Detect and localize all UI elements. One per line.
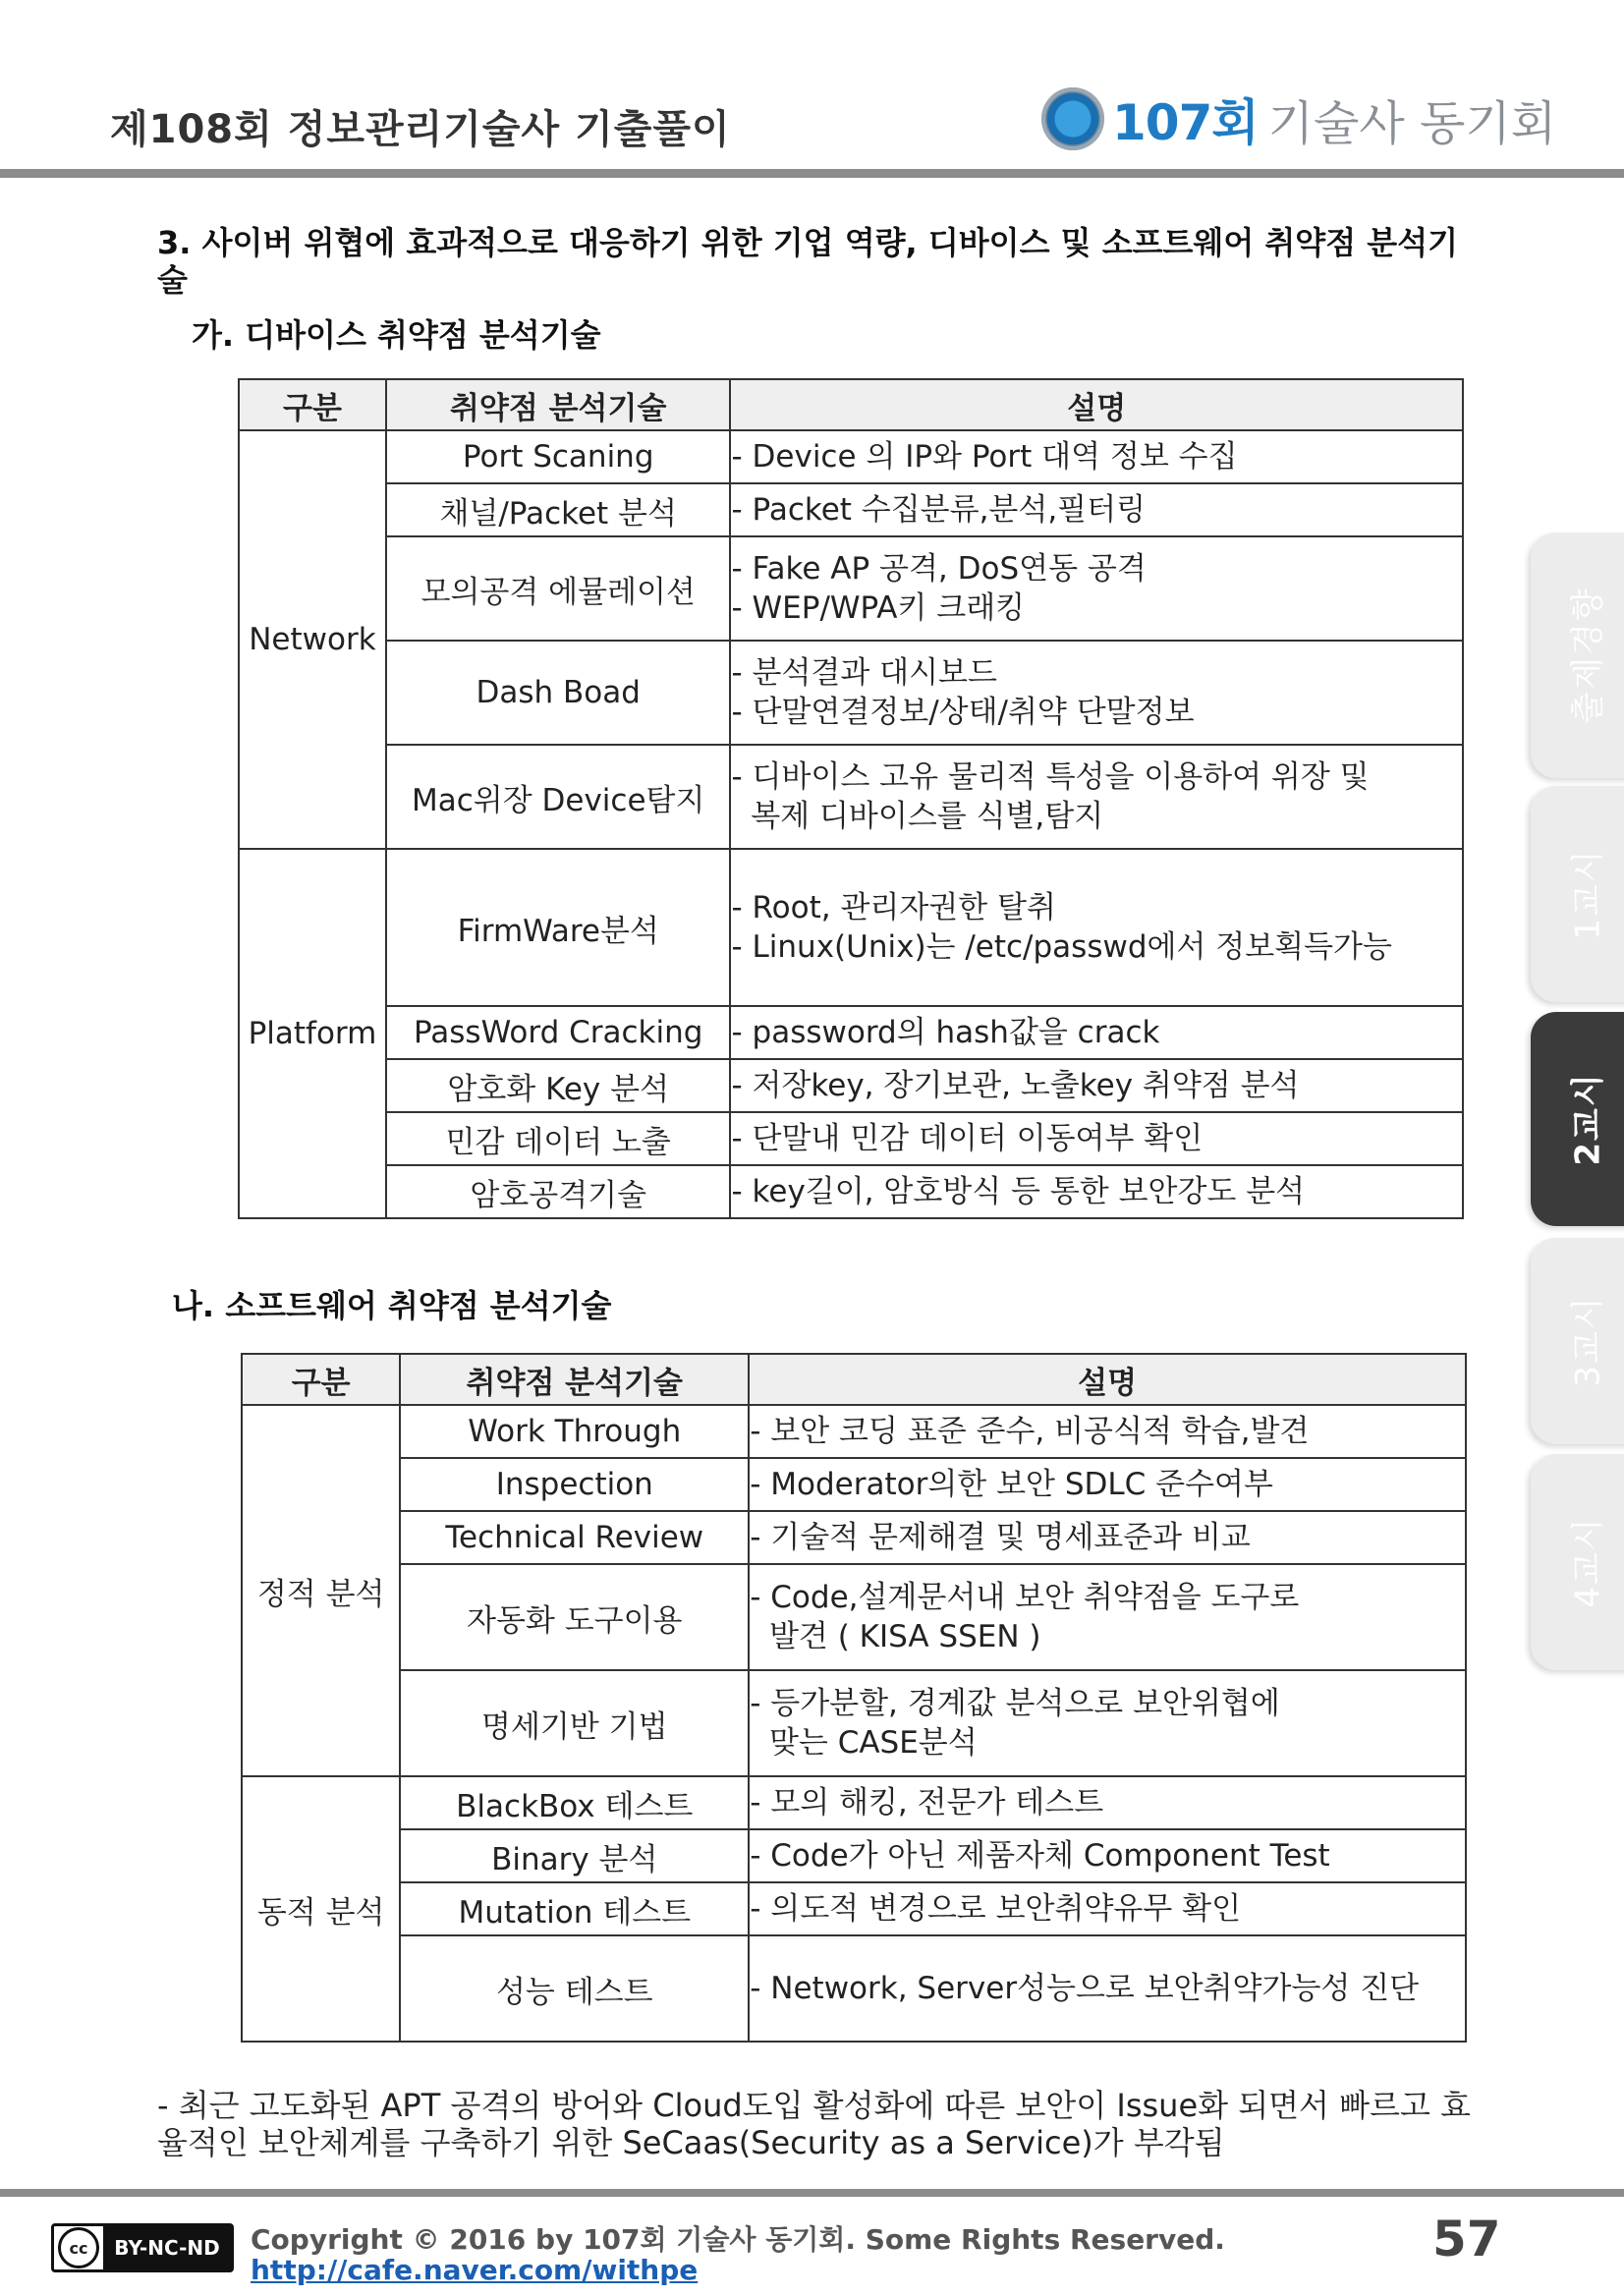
- column-header: 취약점 분석기술: [400, 1354, 749, 1405]
- description-cell: [730, 483, 1463, 536]
- description-cell: [730, 1165, 1463, 1218]
- technique-cell: Port Scaning: [386, 430, 731, 483]
- table-row: [239, 536, 1463, 641]
- description-line: 맞는 CASE분석: [750, 1725, 978, 1761]
- description-line: - 저장key, 장기보관, 노출key 취약점 분석: [731, 1068, 1300, 1103]
- section-a-heading: 가. 디바이스 취약점 분석기술: [192, 316, 601, 354]
- section-b-heading: 나. 소프트웨어 취약점 분석기술: [172, 1287, 612, 1324]
- description-cell: [730, 745, 1463, 849]
- technique-cell: 암호공격기술: [386, 1165, 731, 1218]
- description-cell: [730, 1112, 1463, 1165]
- description-cell: [730, 849, 1463, 1006]
- description-cell: [730, 1059, 1463, 1112]
- table-row: [242, 1405, 1466, 1458]
- table-row: [242, 1564, 1466, 1670]
- description-line: - 단말내 민감 데이터 이동여부 확인: [731, 1121, 1204, 1156]
- description-cell: [749, 1829, 1466, 1882]
- side-tab-label: 4교시: [1568, 1516, 1608, 1608]
- table-row: [242, 1511, 1466, 1564]
- side-tab-label: 2교시: [1568, 1072, 1608, 1166]
- description-cell: [749, 1458, 1466, 1511]
- summary-text: - 최근 고도화된 APT 공격의 방어와 Cloud도입 활성화에 따른 보안이 Issue화 되면서 빠르고 효율적인 보안체계를 구축하기 위한 SeCaas(Security as a Service)가 부각됨: [157, 2087, 1471, 2161]
- table-row: [242, 1776, 1466, 1829]
- technique-cell: 성능 테스트: [400, 1935, 749, 2042]
- description-cell: [749, 1405, 1466, 1458]
- technique-cell: Mutation 테스트: [400, 1882, 749, 1935]
- description-line: 복제 디바이스를 식별,탐지: [731, 799, 1104, 834]
- table-row: [242, 1670, 1466, 1776]
- technique-cell: Mac위장 Device탐지: [386, 745, 731, 849]
- description-line: - Linux(Unix)는 /etc/passwd에서 정보획득가능: [731, 929, 1392, 965]
- technique-cell: 채널/Packet 분석: [386, 483, 731, 536]
- table-header-row: [239, 379, 1463, 430]
- description-line: - 의도적 변경으로 보안취약유무 확인: [750, 1891, 1242, 1927]
- description-line: - 기술적 문제해결 및 명세표준과 비교: [750, 1520, 1251, 1555]
- description-cell: [749, 1935, 1466, 2042]
- category-cell: Platform: [239, 849, 386, 1218]
- software-vuln-table: [241, 1353, 1467, 2043]
- side-tab-5[interactable]: [1531, 1454, 1624, 1670]
- description-line: - Packet 수집분류,분석,필터링: [731, 492, 1147, 528]
- technique-cell: Dash Boad: [386, 641, 731, 745]
- side-tab-3[interactable]: [1531, 1012, 1624, 1226]
- description-line: - Moderator의한 보안 SDLC 준수여부: [750, 1467, 1273, 1502]
- description-cell: [730, 1006, 1463, 1059]
- technique-cell: 모의공격 에뮬레이션: [386, 536, 731, 641]
- description-line: - password의 hash값을 crack: [731, 1015, 1160, 1050]
- side-tab-4[interactable]: [1531, 1238, 1624, 1444]
- footer-divider: [0, 2189, 1624, 2197]
- description-line: - Network, Server성능으로 보안취약가능성 진단: [750, 1971, 1420, 2006]
- technique-cell: 민감 데이터 노출: [386, 1112, 731, 1165]
- column-header: 구분: [239, 379, 386, 430]
- technique-cell: Work Through: [400, 1405, 749, 1458]
- side-tab-2[interactable]: [1531, 786, 1624, 1002]
- description-cell: [730, 536, 1463, 641]
- description-line: - WEP/WPA키 크래킹: [731, 590, 1026, 626]
- technique-cell: 암호화 Key 분석: [386, 1059, 731, 1112]
- side-tab-label: 출제경향: [1568, 587, 1608, 724]
- table-row: [239, 1112, 1463, 1165]
- header-divider: [0, 169, 1624, 178]
- technique-cell: BlackBox 테스트: [400, 1776, 749, 1829]
- technique-cell: Binary 분석: [400, 1829, 749, 1882]
- table-row: [239, 1006, 1463, 1059]
- table-row: [242, 1882, 1466, 1935]
- table-row: [239, 483, 1463, 536]
- description-cell: [749, 1564, 1466, 1670]
- page-number: 57: [1432, 2211, 1501, 2268]
- table-row: [239, 849, 1463, 1006]
- side-tab-label: 1교시: [1568, 848, 1608, 940]
- header-title: 제108회 정보관리기술사 기출풀이: [110, 107, 731, 152]
- description-line: - Fake AP 공격, DoS연동 공격: [731, 551, 1147, 587]
- table-row: [239, 430, 1463, 483]
- description-cell: [749, 1776, 1466, 1829]
- description-line: - 보안 코딩 표준 준수, 비공식적 학습,발견: [750, 1414, 1310, 1449]
- globe-gear-icon: [1041, 87, 1104, 150]
- logo: [1041, 84, 1556, 153]
- column-header: 설명: [749, 1354, 1466, 1405]
- device-vuln-table: [238, 378, 1464, 1219]
- description-line: - Device 의 IP와 Port 대역 정보 수집: [731, 439, 1238, 475]
- category-cell: Network: [239, 430, 386, 849]
- description-cell: [730, 641, 1463, 745]
- cafe-link[interactable]: http://cafe.naver.com/withpe: [251, 2254, 699, 2286]
- description-line: - 모의 해킹, 전문가 테스트: [750, 1785, 1104, 1820]
- technique-cell: 자동화 도구이용: [400, 1564, 749, 1670]
- technique-cell: 명세기반 기법: [400, 1670, 749, 1776]
- table-row: [239, 745, 1463, 849]
- license-label: BY-NC-ND: [103, 2226, 231, 2269]
- description-cell: [730, 430, 1463, 483]
- description-cell: [749, 1882, 1466, 1935]
- technique-cell: Inspection: [400, 1458, 749, 1511]
- description-line: - Root, 관리자권한 탈취: [731, 890, 1056, 925]
- table-row: [239, 641, 1463, 745]
- technique-cell: FirmWare분석: [386, 849, 731, 1006]
- question-title: 3. 사이버 위협에 효과적으로 대응하기 위한 기업 역량, 디바이스 및 소프트웨어 취약점 분석기술: [157, 224, 1459, 299]
- logo-text: 기술사 동기회: [1267, 95, 1557, 151]
- table-row: [242, 1935, 1466, 2042]
- description-line: - key길이, 암호방식 등 통한 보안강도 분석: [731, 1174, 1306, 1209]
- side-tab-1[interactable]: [1531, 532, 1624, 778]
- description-line: - 디바이스 고유 물리적 특성을 이용하여 위장 및: [731, 759, 1370, 795]
- description-line: - 등가분할, 경계값 분석으로 보안위협에: [750, 1686, 1280, 1721]
- description-line: - Code,설계문서내 보안 취약점을 도구로: [750, 1580, 1300, 1615]
- column-header: 구분: [242, 1354, 400, 1405]
- table-row: [242, 1458, 1466, 1511]
- logo-number: 107회: [1112, 94, 1259, 151]
- table-row: [242, 1829, 1466, 1882]
- column-header: 취약점 분석기술: [386, 379, 731, 430]
- side-tab-label: 3교시: [1568, 1295, 1608, 1387]
- copyright-text: Copyright © 2016 by 107회 기술사 동기회. Some Rights Reserved.: [251, 2223, 1225, 2256]
- column-header: 설명: [730, 379, 1463, 430]
- table-row: [239, 1059, 1463, 1112]
- description-cell: [749, 1511, 1466, 1564]
- description-cell: [749, 1670, 1466, 1776]
- technique-cell: Technical Review: [400, 1511, 749, 1564]
- cc-license-badge: [51, 2223, 234, 2272]
- category-cell: 정적 분석: [242, 1405, 400, 1776]
- table-row: [239, 1165, 1463, 1218]
- description-line: - Code가 아닌 제품자체 Component Test: [750, 1838, 1330, 1874]
- table-header-row: [242, 1354, 1466, 1405]
- description-line: - 단말연결정보/상태/취약 단말정보: [731, 695, 1195, 730]
- category-cell: 동적 분석: [242, 1776, 400, 2042]
- cc-icon: cc: [58, 2227, 99, 2268]
- technique-cell: PassWord Cracking: [386, 1006, 731, 1059]
- description-line: - 분석결과 대시보드: [731, 655, 997, 691]
- description-line: 발견 ( KISA SSEN ): [750, 1619, 1041, 1654]
